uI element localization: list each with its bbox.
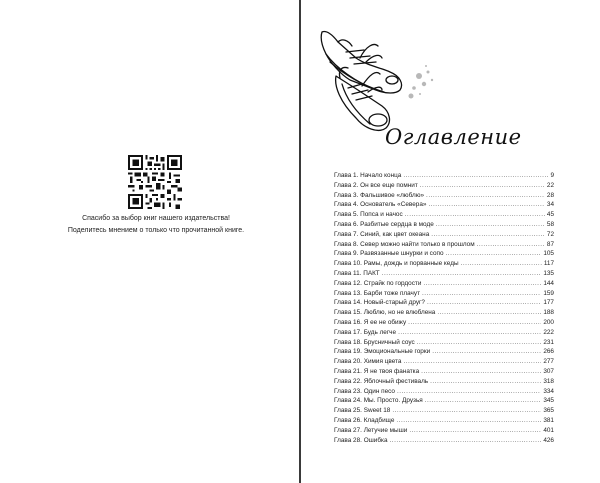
toc-entry-leader bbox=[396, 416, 541, 426]
toc-entry-label: Глава 18. Брусничный соус bbox=[334, 338, 415, 346]
toc-entry-page: 266 bbox=[543, 348, 554, 356]
toc-entry-label: Глава 1. Начало конца bbox=[334, 172, 402, 179]
toc-entry-page: 277 bbox=[543, 358, 554, 366]
toc-entry-page: 426 bbox=[543, 436, 554, 444]
toc-entry-label: Глава 14. Новый-старый друг? bbox=[334, 299, 425, 307]
toc-entry-leader bbox=[477, 240, 545, 250]
toc-entry-page: 334 bbox=[543, 387, 554, 395]
toc-entry[interactable] bbox=[334, 377, 554, 387]
toc-entry-page: 231 bbox=[543, 338, 554, 346]
toc-entry-leader bbox=[436, 220, 545, 230]
toc-entry-leader bbox=[432, 347, 541, 357]
toc-entry[interactable] bbox=[334, 338, 554, 348]
toc-entry-label: Глава 27. Летучие мыши bbox=[334, 426, 408, 434]
toc-entry[interactable] bbox=[334, 318, 554, 328]
toc-entry-leader bbox=[382, 269, 542, 279]
toc-entry-label: Глава 3. Фальшивое «люблю» bbox=[334, 191, 425, 199]
toc-entry-page: 45 bbox=[546, 211, 554, 219]
toc-entry-label: Глава 22. Яблочный фестиваль bbox=[334, 377, 429, 385]
toc-entry-label: Глава 16. Я ее не обижу bbox=[334, 318, 407, 326]
toc-entry-label: Глава 5. Попса и начос bbox=[334, 211, 403, 219]
toc-entry[interactable] bbox=[334, 200, 554, 210]
toc-entry-leader bbox=[427, 298, 541, 308]
toc-entry-label: Глава 2. Он все еще помнит bbox=[334, 181, 418, 189]
toc-entry[interactable] bbox=[334, 191, 554, 201]
toc-entry-page: 222 bbox=[543, 328, 554, 336]
toc-entry-label: Глава 24. Мы. Просто. Друзья bbox=[334, 397, 423, 405]
toc-entry-leader bbox=[403, 357, 541, 367]
toc-entry-label: Глава 19. Эмоциональные горки bbox=[334, 348, 431, 356]
toc-entry[interactable] bbox=[334, 387, 554, 397]
toc-entry-page: 105 bbox=[543, 250, 554, 258]
toc-entry-leader bbox=[461, 259, 542, 269]
toc-entry-leader bbox=[408, 318, 541, 328]
toc-entry-leader bbox=[405, 210, 545, 220]
toc-entry-page: 401 bbox=[543, 426, 554, 434]
toc-entry[interactable] bbox=[334, 308, 554, 318]
toc-entry[interactable] bbox=[334, 181, 554, 191]
toc-entry-page: 188 bbox=[543, 309, 554, 317]
toc-entry[interactable] bbox=[334, 416, 554, 426]
thanks-line-1: Спасибо за выбор книг нашего издательства! bbox=[82, 215, 230, 222]
toc-entry-label: Глава 20. Химия цвета bbox=[334, 358, 402, 366]
toc-entry-page: 345 bbox=[543, 397, 554, 405]
toc-entry-leader bbox=[425, 396, 542, 406]
toc-entry-label: Глава 23. Один песо bbox=[334, 387, 395, 395]
toc-entry[interactable] bbox=[334, 328, 554, 338]
toc-entry[interactable] bbox=[334, 289, 554, 299]
toc-entry-leader bbox=[392, 406, 541, 416]
toc-entry-leader bbox=[430, 377, 541, 387]
sneakers-illustration bbox=[316, 28, 438, 140]
toc-entry[interactable] bbox=[334, 230, 554, 240]
toc-entry-page: 58 bbox=[546, 220, 554, 228]
toc-entry-page: 22 bbox=[546, 181, 554, 189]
toc-entry[interactable] bbox=[334, 367, 554, 377]
toc-entry-page: 9 bbox=[550, 172, 554, 179]
toc-entry-leader bbox=[403, 171, 548, 181]
toc-entry[interactable] bbox=[334, 426, 554, 436]
toc-entry[interactable] bbox=[334, 220, 554, 230]
toc-entry-leader bbox=[398, 328, 541, 338]
toc-entry[interactable] bbox=[334, 240, 554, 250]
toc-entry-label: Глава 26. Кладбище bbox=[334, 416, 395, 424]
toc-entry-page: 72 bbox=[546, 230, 554, 238]
toc-entry[interactable] bbox=[334, 210, 554, 220]
toc-entry-page: 28 bbox=[546, 191, 554, 199]
toc-entry-leader bbox=[428, 200, 544, 210]
toc-entry-page: 34 bbox=[546, 201, 554, 209]
toc-entry-leader bbox=[437, 308, 541, 318]
toc-entry-label: Глава 15. Люблю, но не влюблена bbox=[334, 309, 436, 317]
toc-entry-label: Глава 12. Страйк по гордости bbox=[334, 279, 422, 287]
toc-entry-page: 318 bbox=[543, 377, 554, 385]
toc-entry-label: Глава 9. Развязанные шнурки и сопо bbox=[334, 250, 444, 258]
toc-entry-page: 200 bbox=[543, 318, 554, 326]
toc-entry-leader bbox=[446, 249, 542, 259]
toc-entry-leader bbox=[390, 436, 542, 446]
toc-entry-leader bbox=[417, 338, 542, 348]
toc-entry-label: Глава 25. Sweet 18 bbox=[334, 407, 391, 415]
toc-entry[interactable] bbox=[334, 396, 554, 406]
toc-entry[interactable] bbox=[334, 259, 554, 269]
toc-entry-page: 87 bbox=[546, 240, 554, 248]
toc-entry-page: 117 bbox=[543, 260, 554, 268]
toc-entry-label: Глава 4. Основатель «Севера» bbox=[334, 201, 427, 209]
toc-entry-page: 177 bbox=[543, 299, 554, 307]
toc-entry-leader bbox=[421, 367, 541, 377]
toc-entry-label: Глава 6. Разбитые сердца в моде bbox=[334, 220, 434, 228]
toc-entry-label: Глава 7. Синий, как цвет океана bbox=[334, 230, 430, 238]
toc-entry-label: Глава 21. Я не твоя фанатка bbox=[334, 367, 420, 375]
toc-entry-label: Глава 11. ПАКТ bbox=[334, 269, 380, 277]
thanks-message bbox=[44, 213, 268, 237]
toc-entry-page: 144 bbox=[543, 279, 554, 287]
toc-entry[interactable] bbox=[334, 279, 554, 289]
toc-entry-leader bbox=[431, 230, 545, 240]
toc-entry[interactable] bbox=[334, 347, 554, 357]
toc-entry[interactable] bbox=[334, 436, 554, 446]
toc-entry-label: Глава 28. Ошибка bbox=[334, 436, 388, 444]
toc-entry-label: Глава 10. Рамы, дождь и порванные кеды bbox=[334, 260, 459, 268]
table-of-contents bbox=[334, 171, 554, 445]
toc-entry-page: 381 bbox=[543, 416, 554, 424]
toc-entry-label: Глава 17. Будь легче bbox=[334, 328, 397, 336]
toc-entry-leader bbox=[420, 181, 545, 191]
toc-entry-page: 159 bbox=[543, 289, 554, 297]
toc-entry[interactable] bbox=[334, 269, 554, 279]
toc-entry-page: 365 bbox=[543, 407, 554, 415]
toc-entry-leader bbox=[397, 387, 541, 397]
toc-entry-label: Глава 8. Север можно найти только в прошлом bbox=[334, 240, 475, 248]
toc-entry-leader bbox=[422, 289, 541, 299]
toc-entry[interactable] bbox=[334, 249, 554, 259]
toc-title: Оглавление bbox=[385, 125, 522, 149]
toc-entry-label: Глава 13. Барби тоже плачут bbox=[334, 289, 421, 297]
toc-entry-page: 307 bbox=[543, 367, 554, 375]
thanks-line-2: Поделитесь мнением о только что прочитанной книге. bbox=[67, 227, 245, 234]
toc-entry-page: 135 bbox=[543, 269, 554, 277]
toc-entry-leader bbox=[423, 279, 541, 289]
toc-entry[interactable] bbox=[334, 357, 554, 367]
toc-entry[interactable] bbox=[334, 298, 554, 308]
toc-entry-leader bbox=[426, 191, 545, 201]
qr-code[interactable] bbox=[128, 155, 182, 209]
toc-entry-leader bbox=[409, 426, 541, 436]
toc-entry[interactable] bbox=[334, 171, 554, 181]
toc-entry[interactable] bbox=[334, 406, 554, 416]
